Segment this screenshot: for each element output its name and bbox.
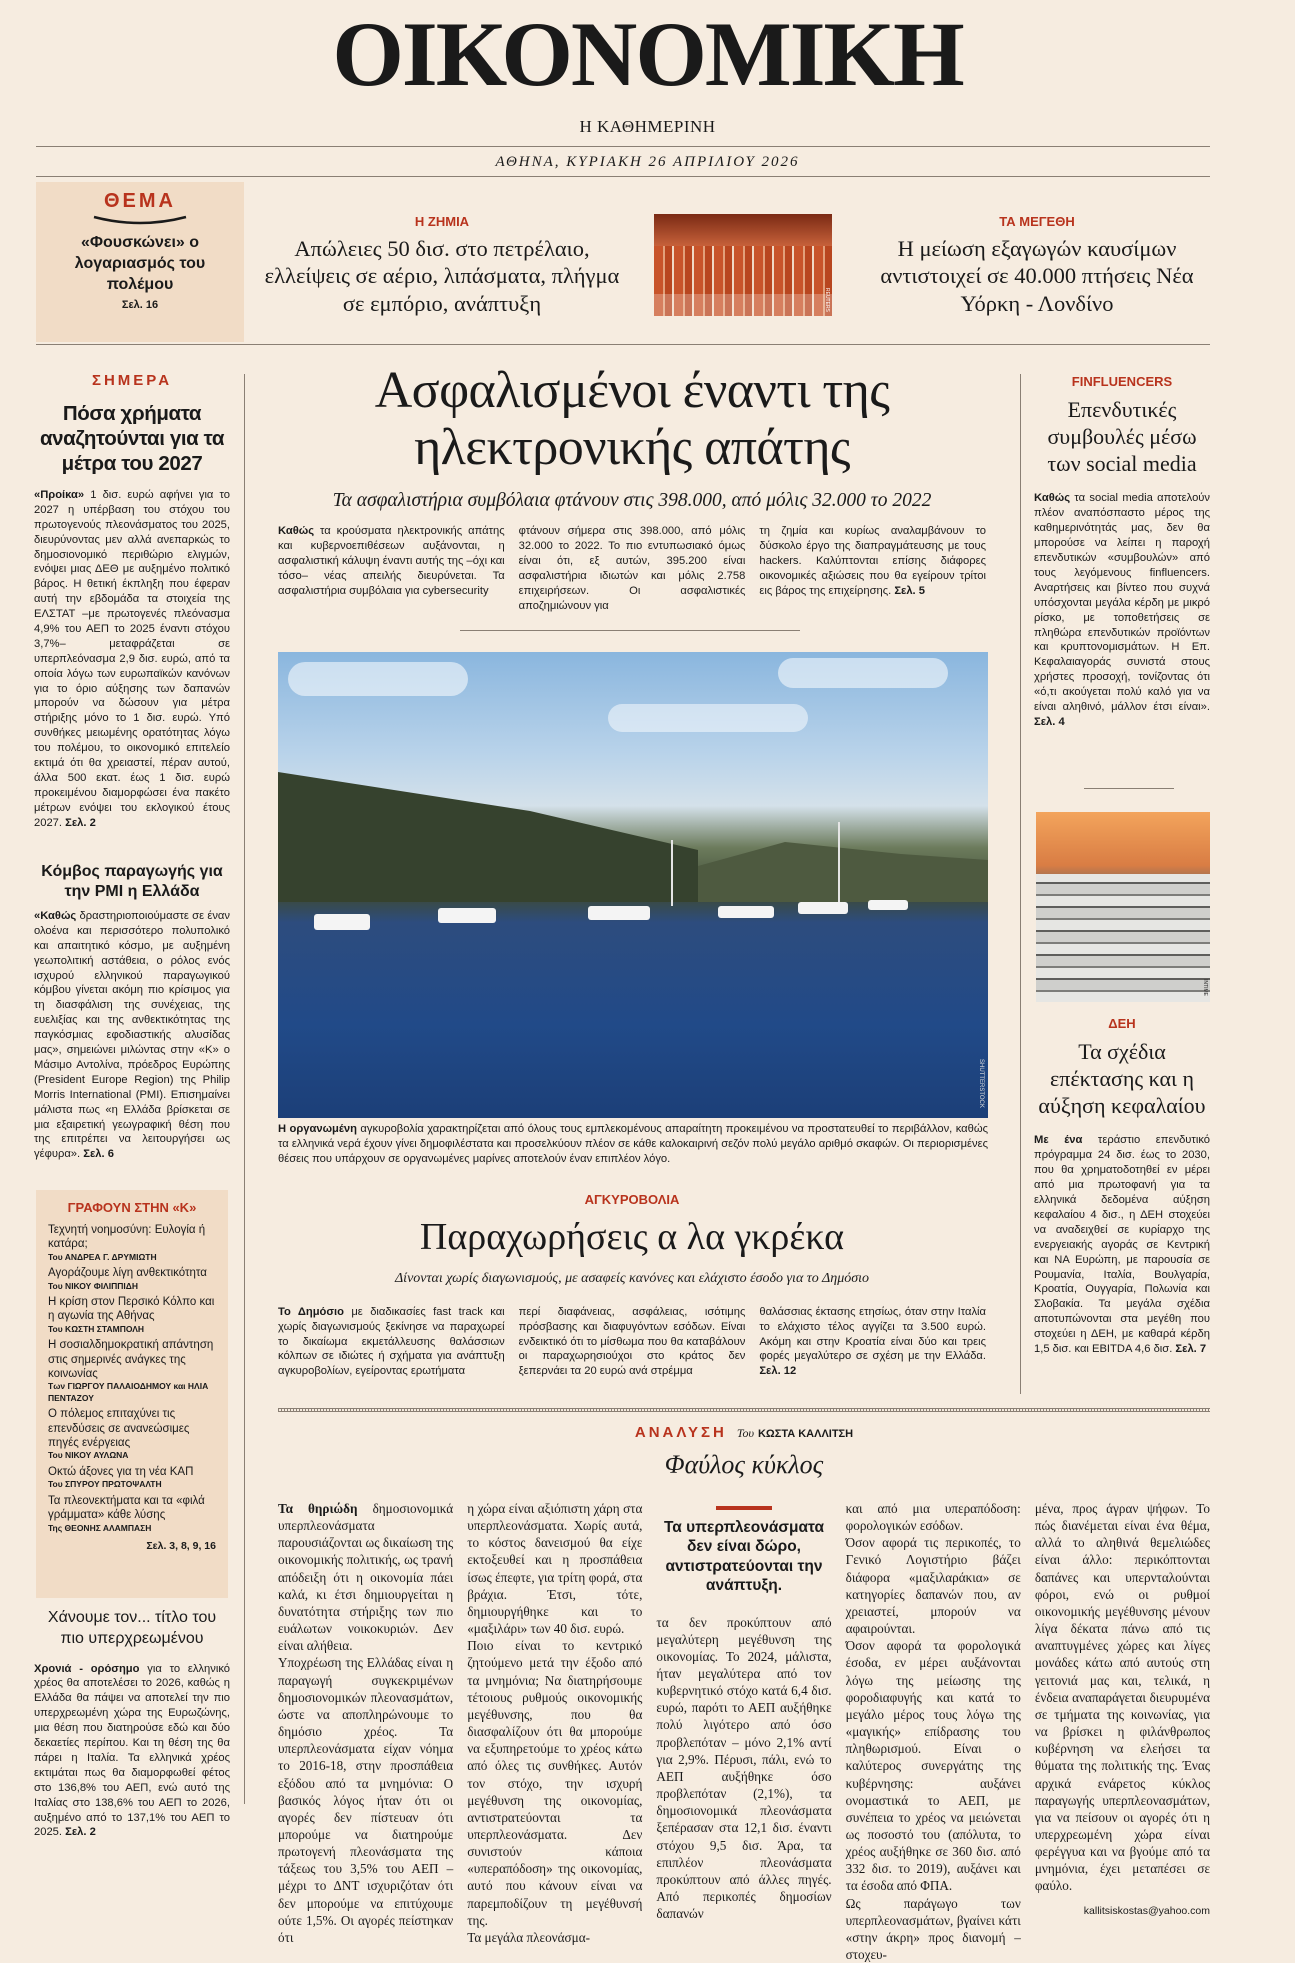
finfluencers-page: Σελ. 4 <box>1034 715 1065 728</box>
agkyrovolia-headline: Παραχωρήσεις α λα γκρέκα <box>419 1216 845 1258</box>
grafoun-item[interactable] <box>48 1266 216 1292</box>
simera-page: Σελ. 2 <box>65 816 96 829</box>
grafoun-item-title: Οκτώ άξονες για τη νέα ΚΑΠ <box>48 1465 194 1478</box>
xanoume-headline: Χάνουμε τον... τίτλο του πιο υπερχρεωμένου <box>47 1609 217 1647</box>
grafoun-item-author: Του ΚΩΣΤΗ ΣΤΑΜΠΟΛΗ <box>48 1323 145 1334</box>
xanoume-article[interactable] <box>34 1608 230 1840</box>
agkyrovolia-page: Σελ. 12 <box>759 1365 797 1378</box>
masthead-subtitle: Η ΚΑΘΗΜΕΡΙΝΗ <box>579 117 716 136</box>
analysis-col-4: και από μια υπεραπόδοση: φορολογικών εσόδων. Όσον αφορά τις περικοπές, το Γενικό Λογιστήριο βάζει διάφορα «μαξιλαράκια» σε κατηγορίες δαπανών που, αν χρειαστεί, μπορούν να αφαιρούνται. Όσον αφορά τα φορολογικά έσοδα, εν μέρει αυξάνονται λόγω της μείωσης της φοροδιαφυγής και κατά το μεγάλο μέρος τους λόγω της «μαγικής» επίδρασης του πληθωρισμού. Είναι ο καλύτερος συνεργάτης της κυβέρνησης: αυξάνει ονομαστικά το ΑΕΠ, με συνέπεια το χρέος να μειώνεται ως ποσοστό του (απόλυτα, το χρέος αυξήθηκε σε 360 δισ. από 332 δισ. το 2019), αυξάνει και τα έσοδα από ΦΠΑ. Ως παράγωγο των υπερπλεονασμάτων, βγαίνει κάτι «στην άκρη» προς διανομή – στοχευ- <box>845 1501 1021 1963</box>
simera-text: 1 δισ. ευρώ αφήνει για το 2027 η υπέρβαση του στόχου του πρωτογενούς πλεονάσματος του 2025, διευρύνοντας μεν αλλά ανεπαρκώς το δημοσιονομικό περιθώριο ελιγμών, ενόψει μιας ΔΕΘ με αυξημένο πολιτικό βάρος. Η θετική έκπληξη που έφεραν αυτή την εβδομάδα τα στοιχεία της ΕΛΣΤΑΤ –με πρωτογενές πλεόνασμα 4,9% του ΑΕΠ το 2025 έναντι στόχου 3,7%– μεταφράζεται σε υπερπλεόνασμα 2,9 δισ. ευρώ, από τα οποία λόγω των ευρωπαϊκών κανόνων για το όριο αύξησης των δαπανών μπορούν να δώσουν για μέτρα στήριξης μόνο το 1 δισ. ευρώ. Υπό συνθήκες μειωμένης ορατότητας λόγω του πολέμου, το οικονομικό επιτελείο εκτιμά ότι θα χρειαστεί, πέραν αυτού, άλλα 500 εκατ. έως 1 δισ. ευρώ προκειμένου διαμορφώσει ένα πακέτο μέτρων ενόψει του εκλογικού έτους 2027. <box>34 489 230 829</box>
main-article[interactable] <box>262 362 1002 614</box>
dei-body <box>1034 1133 1210 1356</box>
grafoun-item-author: Του ΝΙΚΟΥ ΦΙΛΙΠΠΙΔΗ <box>48 1280 138 1291</box>
masthead-title: ΟΙΚΟΝΟΜΙΚΗ <box>332 3 963 105</box>
main-col-3 <box>759 524 986 613</box>
xanoume-lead: Χρονιά - ορόσημο <box>34 1662 140 1675</box>
simera-body <box>34 488 230 830</box>
agkyrovolia-col-3 <box>759 1305 986 1379</box>
pmi-headline: Κόμβος παραγωγής για την PMI η Ελλάδα <box>41 863 223 900</box>
grafoun-item-author: Του ΝΙΚΟΥ ΑΥΛΩΝΑ <box>48 1450 129 1461</box>
analysis-lead: Τα θηριώδη <box>278 1501 358 1516</box>
zimia-headline: Απώλειες 50 δισ. στο πετρέλαιο, ελλείψεις σε αέριο, λιπάσματα, πλήγμα σε εμπόριο, ανάπτυξη <box>264 236 620 316</box>
finfluencers-kicker: FINFLUENCERS <box>1071 374 1173 389</box>
xanoume-body <box>34 1662 230 1841</box>
ornament-icon <box>36 213 244 229</box>
analysis-byline: ΚΩΣΤΑ ΚΑΛΛΙΤΣΗ <box>757 1428 854 1440</box>
finfluencers-text: τα social media αποτελούν πλέον αναπόσπαστο μέρος της καθημερινότητάς μας, δεν θα μπορούσε να λείπει η παροχή επενδυτικών «συμβουλών» από τους λεγόμενους finfluencers. Αναρτήσεις και βίντεο που συχνά υπόσχονται μεγάλα κέρδη με μικρό ρίσκο, με τοποθετήσεις σε πληθώρα επενδυτικών προϊόντων και κρυπτονομισμάτων. Η Επ. Κεφαλαιαγοράς συνιστά στους χρήστες προσοχή, τονίζοντας ότι «ό,τι ακούγεται πολύ καλό για να είναι αληθινό, μάλλον έτσι είναι». <box>1034 492 1210 713</box>
grafoun-item[interactable] <box>48 1223 216 1263</box>
analysis-email[interactable]: kallitsiskostas@yahoo.com <box>1083 1904 1211 1917</box>
analysis-col-5-wrap <box>1035 1500 1210 1963</box>
megethi-kicker: ΤΑ ΜΕΓΕΘΗ <box>999 214 1075 229</box>
dei-headline: Τα σχέδια επέκτασης και η αύξηση κεφαλαίου <box>1038 1039 1206 1118</box>
grafoun-list <box>48 1223 216 1534</box>
dei-article[interactable] <box>1034 1016 1210 1357</box>
analysis-col-3: τα δεν προκύπτουν από μεγαλύτερη μεγέθυνση της οικονομίας. Το 2024, μάλιστα, ήταν μεγαλύτερα από τον κυβερνητικό στόχο κατά 6,4 δισ. ευρώ, παρότι το ΑΕΠ αυξήθηκε πολύ λιγότερο από όσο προβλεπόταν – μόνο 2,1% αντί για 2,9%. Πέρυσι, πάλι, ενώ το ΑΕΠ αυξήθηκε όσο προβλεπόταν (2,1%), τα δημοσιονομικά πλεονάσματα ξεπέρασαν στα 12,1 δισ. έναντι στόχου 9,5 δισ. Άρα, τα επιπλέον πλεονάσματα προκύπτουν από άλλες πηγές. Από περικοπές δημοσίων δαπανών <box>656 1614 832 1922</box>
grafoun-item-author: Των ΓΙΩΡΓΟΥ ΠΑΛΑΙΟΔΗΜΟΥ και ΗΛΙΑ ΠΕΝΤΑΖΟΥ <box>48 1381 209 1403</box>
agkyrovolia-lead: Το Δημόσιο <box>278 1305 344 1318</box>
main-lead: Καθώς <box>278 525 315 538</box>
main-col-3-text: τη ζημία και κυρίως αναλαμβάνουν το δύσκολο έργο της διαπραγμάτευσης με τους hackers. Καλύπτονται επίσης διάφορες οικονομικές αξιώσεις που θα εγείρουν τρίτοι εις βάρος της επιχείρησης. <box>759 525 987 597</box>
caption-text: αγκυροβολία χαρακτηρίζεται από όλους τους εμπλεκομένους απαραίτητη προκειμένου να προστατευθεί το περιβάλλον, καθώς τα ελληνικά νερά έχουν γίνει δημοφιλέστατα και προσελκύουν πλέον σε κάθε καλοκαιρινή σεζόν πολύ μεγάλο αριθμό σκαφών. Οι περιορισμένες θέσεις που υπάρχουν σε οργανωμένες μαρίνες αποτελούν έναν επιπλέον λόγο. <box>278 1123 989 1165</box>
dei-lead: Με ένα <box>1034 1134 1083 1147</box>
divider <box>36 146 1210 147</box>
megethi-headline: Η μείωση εξαγωγών καυσίμων αντιστοιχεί σε 40.000 πτήσεις Νέα Υόρκη - Λονδίνο <box>880 236 1194 316</box>
agkyrovolia-col-3-text: θαλάσσιας έκτασης ετησίως, όταν στην Ιταλία το ελάχιστο τέλος αγγίζει τα 3.500 ευρώ. Ακόμη και στην Κροατία είναι δύο και τρεις φορές μεγαλύτερο σε σχέση με την Ελλάδα. <box>759 1305 987 1363</box>
grafoun-item-author: Της ΘΕΟΝΗΣ ΑΛΑΜΠΑΣΗ <box>48 1522 152 1533</box>
oil-barrels-photo <box>654 214 832 316</box>
divider <box>460 630 800 631</box>
pmi-body <box>34 909 230 1162</box>
grafoun-item-title: Η σοσιαλδημοκρατική απάντηση στις σημερινές ανάγκες της κοινωνίας <box>48 1339 214 1381</box>
dei-kicker: ΔΕΗ <box>1108 1016 1136 1031</box>
main-col-1 <box>278 524 505 613</box>
analysis-rule <box>278 1408 1210 1412</box>
dei-page: Σελ. 7 <box>1175 1342 1207 1355</box>
agkyrovolia-columns <box>262 1305 1002 1379</box>
thema-page: Σελ. 16 <box>121 299 159 312</box>
simera-lead: «Προίκα» <box>34 489 85 501</box>
xanoume-page: Σελ. 2 <box>65 1826 96 1839</box>
dei-text: τεράστιο επενδυτικό πρόγραμμα 24 δισ. έως το 2030, που θα χρηματοδοτηθεί εν μέρει από μια πρωτοφανή για τα ελληνικά δεδομένα αύξηση κεφαλαίου 4 δισ., η ΔΕΗ στοχεύει να αναδειχθεί σε κυρίαρχο της ενεργειακής αγοράς σε Κεντρική και ΝΑ Ευρώπη, με παρουσία σε Ρουμανία, Ιταλία, Βουλγαρία, Κροατία, Ουγγαρία, Πολωνία και Σλοβακία. Τα μεγάλα σχέδια αποτυπώνονται στα μεγέθη που στοχεύει η ΔΕΗ, με καθαρά κέρδη 1,5 δισ. και EBITDA 4,6 δισ. <box>1034 1134 1210 1355</box>
main-columns <box>262 524 1002 613</box>
analysis-byline-prefix: Του <box>736 1426 754 1440</box>
divider <box>36 344 1210 345</box>
thema-headline: «Φουσκώνει» ο λογαριασμός του πολέμου <box>74 234 206 293</box>
agkyrovolia-article[interactable] <box>262 1192 1002 1379</box>
thema-box[interactable] <box>36 182 244 342</box>
agkyrovolia-col-1-text: με διαδικασίες fast track και χωρίς διαγωνισμούς ξεκίνησε να παραχωρεί το δικαίωμα εκμετάλλευσης θαλάσσιων κόλπων σε ιδιώτες ή σχήματα για ανάπτυξη αγκυροβολίων, εγείροντας ερωτήματα <box>278 1305 505 1378</box>
finfluencers-article[interactable] <box>1034 374 1210 730</box>
agkyrovolia-col-1 <box>278 1305 505 1379</box>
analysis-headline: Φαύλος κύκλος <box>664 1450 824 1479</box>
finfluencers-body <box>1034 491 1210 729</box>
main-headline: Ασφαλισμένοι έναντι της ηλεκτρονικής απάτης <box>374 362 890 477</box>
grafoun-item-author: Του ΑΝΔΡΕΑ Γ. ΔΡΥΜΙΩΤΗ <box>48 1251 157 1262</box>
photo-credit: SHUTTERSTOCK <box>978 1059 984 1108</box>
grafoun-item-title: Η κρίση στον Περσικό Κόλπο και η αγωνία της Αθήνας <box>48 1296 215 1323</box>
xanoume-text: για το ελληνικό χρέος θα αποτελέσει το 2026, καθώς η Ελλάδα θα πάψει να αποτελεί την πιο υπερχρεωμένη χώρα της Ευρωζώνης, μια θέση που διατηρούσε εδώ και δύο δεκαετίες περίπου. Και τη θέση της θα πάρει η Ιταλία. Τα ελληνικά χρέος εκτιμάται πως θα διαμορφωθεί φέτος στο 136,8% του ΑΕΠ, ενώ αυτό της Ιταλίας στο 138,6% του ΑΕΠ το 2026, αυξημένο από το 137,1% του ΑΕΠ το 2025. <box>34 1662 230 1839</box>
grafoun-item[interactable] <box>48 1295 216 1335</box>
simera-article[interactable] <box>34 372 230 830</box>
simera-kicker: ΣΗΜΕΡΑ <box>91 372 173 389</box>
divider <box>1084 788 1174 789</box>
photo-credit: REUTERS <box>824 288 830 312</box>
finfluencers-headline: Επενδυτικές συμβουλές μέσω των social media <box>1047 397 1197 476</box>
grafoun-kicker: ΓΡΑΦΟΥΝ ΣΤΗΝ «Κ» <box>67 1200 197 1215</box>
analysis-col-2: η χώρα είναι αξιόπιστη χάρη στα υπερπλεονάσματα. Χωρίς αυτά, το κόστος δανεισμού θα είχε εκτοξευθεί και η προσπάθεια ίσως έπεφτε, για τρίτη φορά, στα βράχια. Έτσι, τότε, δημιουργήθηκε και το «μαξιλάρι» των 40 δισ. ευρώ. Ποιο είναι το κεντρικό ζητούμενο μετά την έξοδο από τα μνημόνια; Να διατηρήσουμε τέτοιους ρυθμούς οικονομικής μεγέθυνσης, που θα διασφαλίζουν ότι θα μπορούμε να εξυπηρετούμε το χρέος κάτω από όλες τις συνθήκες. Αυτόν τον στόχο, την ισχυρή μεγέθυνση της οικονομίας, αντιστρατεύονται τα υπερπλεονάσματα. Δεν συνιστούν κάποια «υπεραπόδοση» της οικονομίας, αυτό που κάνουν είναι να παρεμποδίζουν τη μεγέθυνσή της. Τα μεγάλα πλεονάσμα- <box>467 1501 643 1945</box>
pmi-lead: «Καθώς <box>34 910 77 923</box>
agkyrovolia-col-2: περί διαφάνειας, ασφάλειας, ισότιμης πρόσβασης και διαφυγόντων εσόδων. Είναι ενδεικτικό ότι το μίσθωμα που θα καταβάλουν οι παραχωρησιούχοι στο κράτος δεν ξεπερνάει τα 20 ευρώ ανά στρέμμα <box>518 1305 746 1378</box>
megethi-block[interactable] <box>862 214 1212 317</box>
analysis-col-3-wrap <box>656 1500 831 1963</box>
grafoun-item[interactable] <box>48 1494 216 1534</box>
agkyrovolia-deck: Δίνονται χωρίς διαγωνισμούς, με ασαφείς κανόνες και ελάχιστο έσοδο για το Δημόσιο <box>394 1270 870 1286</box>
battery-storage-photo <box>1036 812 1210 1002</box>
column-rule <box>244 374 245 1804</box>
divider <box>36 176 1210 177</box>
main-deck: Τα ασφαλιστήρια συμβόλαια φτάνουν στις 398.000, από μόλις 32.000 το 2022 <box>332 490 932 512</box>
main-col-1-text: τα κρούσματα ηλεκτρονικής απάτης και κυβερνοεπιθέσεων αυξάνονται, η ασφαλιστική κάλυψη έναντι αυτής της –όχι και τόσο– νέας απειλής διευρύνεται. Τα ασφαλιστήρια συμβόλαια για cybersecurity <box>278 525 505 597</box>
pmi-text: δραστηριοποιούμαστε σε έναν ολοένα και περισσότερο πολυπολικό και απαιτητικό κόσμο, με αυξημένη γεωπολιτική αστάθεια, ο ρόλος ενός ισχυρού ελληνικού παραγωγικού κόμβου γίνεται ακόμη πιο κρίσιμος για τη διασφάλιση της συνέχειας, της ευελιξίας και της ανθεκτικότητας της παγκόσμιας εφοδιαστικής αλυσίδας μας», σημειώνει μιλώντας στην «Κ» ο Μάσιμο Αντολίνα, πρόεδρος Ευρώπης (President Europe Region) της Philip Morris International (PMI). Επισημαίνει μάλιστα πως «η Ελλάδα βρίσκεται σε μια εξαιρετική γεωγραφική θέση που της επιτρέπει να λειτουργήσει ως γέφυρα». <box>34 910 230 1161</box>
dateline: ΑΘΗΝΑ, ΚΥΡΙΑΚΗ 26 ΑΠΡΙΛΙΟΥ 2026 <box>495 154 800 170</box>
pmi-article[interactable] <box>34 862 230 1162</box>
grafoun-item[interactable] <box>48 1465 216 1491</box>
main-page: Σελ. 5 <box>894 584 925 597</box>
analysis-header <box>278 1424 1210 1442</box>
agkyrovolia-kicker: ΑΓΚΥΡΟΒΟΛΙΑ <box>584 1192 680 1207</box>
analysis-col-1 <box>278 1500 453 1963</box>
caption-lead: Η οργανωμένη <box>278 1123 357 1135</box>
simera-headline: Πόσα χρήματα αναζητούνται για τα μέτρα του 2027 <box>39 402 225 475</box>
analysis-col-1-text: δημοσιονομικά υπερπλεονάσματα παρουσιάζονται ως δικαίωση της οικονομικής πολιτικής, ως τρανή απόδειξη ότι η οικονομία πάει καλά, κι έτσι δημιουργείται η δυνατότητα στήριξης των πιο ευάλωτων νοικοκυριών. Δεν είναι αλήθεια. Υποχρέωση της Ελλάδας είναι η παραγωγή συγκεκριμένων δημοσιονομικών πλεονασμάτων, ώστε να αποπληρώνουμε το δημόσιο χρέος. Τα υπερπλεονάσματα είχαν νόημα το 2016-18, στην προσπάθεια εξόδου από τα μνημόνια: Ο βασικός λόγος ήταν ότι οι αγορές δεν πίστευαν ότι μπορούμε να διατηρούμε πρωτογενή πλεονάσματα της τάξεως του 3,5% του ΑΕΠ – μέχρι το ΔΝΤ ισχυριζόταν ότι δεν μπορούμε να επιτύχουμε ούτε 1,5%. Οι αγορές πείστηκαν ότι <box>278 1501 454 1945</box>
column-rule <box>1020 374 1021 1394</box>
analysis-col-5: μένα, προς άγραν ψήφων. Το πώς διανέμεται είναι ένα θέμα, αλλά το αληθινά θεμελιώδες είναι άλλο: περικόπτονται δαπάνες και υπερνταλούνται φόροι, ενώ οι ρυθμοί οικονομικής μεγέθυνσης μένουν λίγα δέκατα πάνω από τις αναπτυγμένες χώρες και λίγες μονάδες κάτω από αυτούς στη γειτονιά μας και, τελικά, η ένδεια αναπαράγεται διευρυμένα σε τμήματα της κοινωνίας, για να βρίσκει η φιλάνθρωπος κυβέρνηση να ελεήσει τα θύματα της πολιτικής της. Ένας αρχικά ενάρετος κύκλος παραγωγής υπερπλεονασμάτων, για να πείσουν οι αγορές ότι η υπερχρεωμένη χώρα είναι φερέγγυα και να βγούμε από τα μνημόνια, έχει μεταπέσει σε φαύλο. <box>1034 1501 1211 1894</box>
zimia-kicker: Η ΖΗΜΙΑ <box>414 214 470 229</box>
analysis-kicker: ΑΝΑΛΥΣΗ <box>634 1424 727 1441</box>
finfluencers-lead: Καθώς <box>1034 492 1071 505</box>
pullquote-rule <box>716 1506 772 1510</box>
grafoun-item-author: Του ΣΠΥΡΟΥ ΠΡΩΤΟΨΑΛΤΗ <box>48 1479 162 1490</box>
analysis-pullquote: Τα υπερπλεονάσματα δεν είναι δώρο, αντιστρατεύονται την ανάπτυξη. <box>663 1519 825 1595</box>
grafoun-item-title: Τα πλεονεκτήματα και τα «φιλά γράμματα» κάθε λύσης <box>48 1494 205 1522</box>
thema-kicker: ΘΕΜΑ <box>104 190 176 212</box>
grafoun-item-title: Ο πόλεμος επιταχύνει τις επενδύσεις σε ανανεώσιμες πηγές ενέργειας <box>48 1408 190 1450</box>
grafoun-box[interactable] <box>36 1190 228 1598</box>
grafoun-item-title: Τεχνητή νοημοσύνη: Ευλογία ή κατάρα; <box>48 1224 206 1251</box>
zimia-block[interactable] <box>262 214 622 317</box>
pmi-page: Σελ. 6 <box>83 1148 114 1161</box>
grafoun-item[interactable] <box>48 1407 216 1462</box>
grafoun-item[interactable] <box>48 1338 216 1404</box>
analysis-columns <box>278 1500 1210 1963</box>
grafoun-item-title: Αγοράζουμε λίγη ανθεκτικότητα <box>48 1267 207 1280</box>
grafoun-pages: Σελ. 3, 8, 9, 16 <box>146 1540 216 1552</box>
photo-credit: INTIME <box>1202 979 1208 996</box>
main-col-2: φτάνουν σήμερα στις 398.000, από μόλις 32.000 το 2022. Το πιο εντυπωσιακό όμως είναι ότι, εξ αυτών, 395.200 είναι ασφαλιστήρια ιδιωτών και μόλις 2.758 επιχειρήσεων. Οι ασφαλιστικές αποζημιώνουν για <box>518 525 746 612</box>
yachts-bay-photo <box>278 652 988 1118</box>
photo-caption <box>278 1122 988 1167</box>
